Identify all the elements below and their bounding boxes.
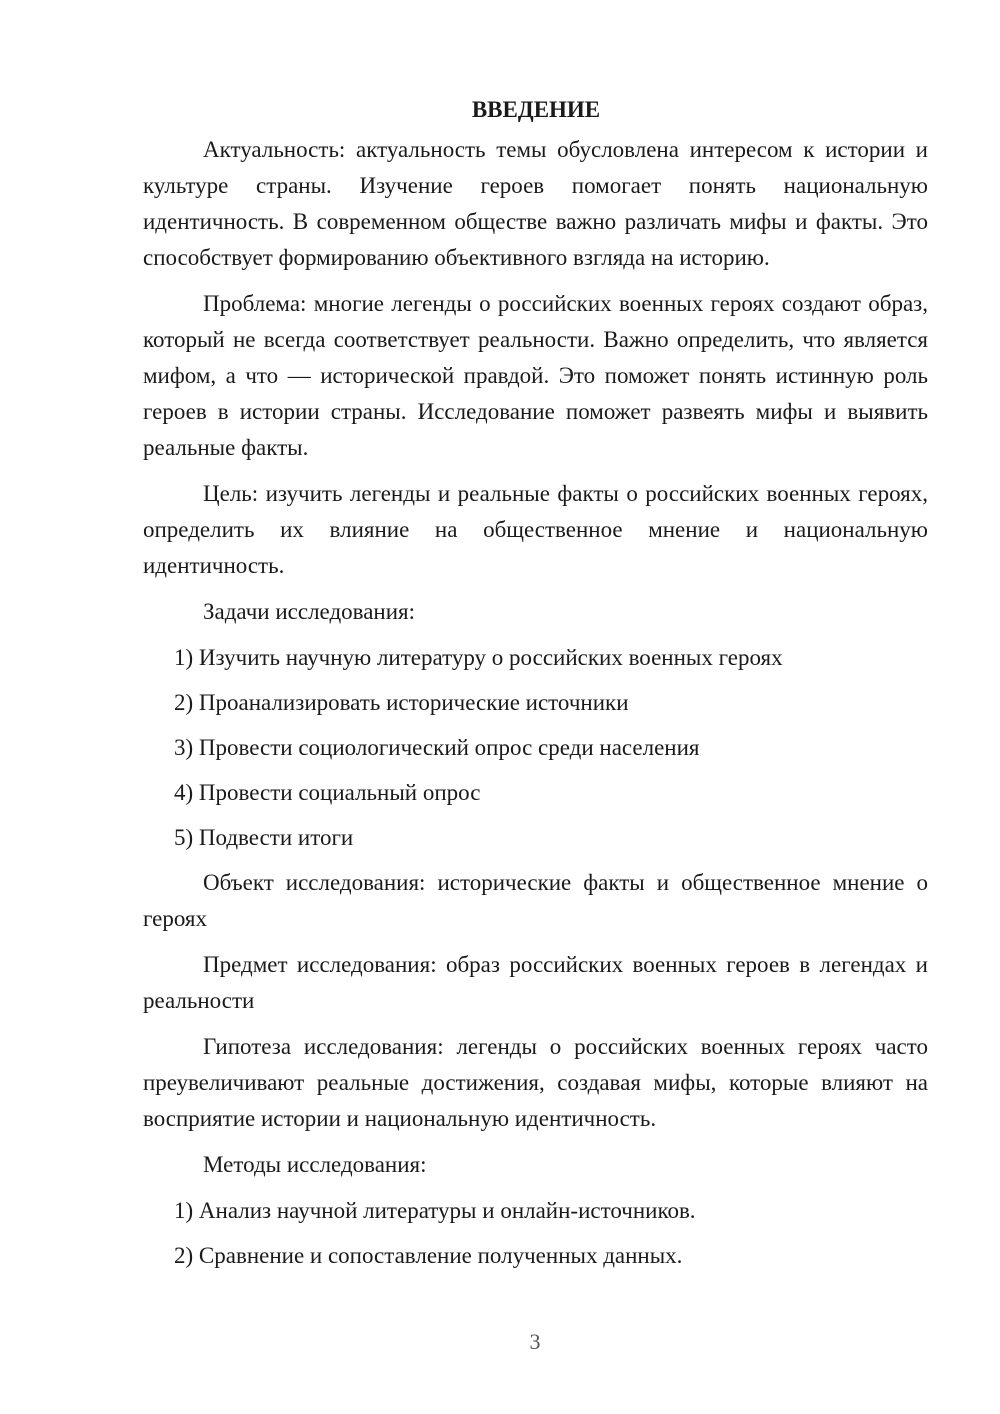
list-item: 1) Изучить научную литературу о российских военных героях <box>174 645 783 670</box>
tasks-list <box>143 640 928 856</box>
list-item: 3) Провести социологический опрос среди населения <box>174 735 700 760</box>
list-item: 2) Сравнение и сопоставление полученных данных. <box>174 1243 683 1268</box>
document-page <box>143 92 928 1283</box>
problem-paragraph: Проблема: многие легенды о российских военных героях создают образ, который не всегда соответствует реальности. Важно определить, что является мифом, а что — исторической правдой. Это поможет понять истинную роль героев в истории страны. Исследование поможет развеять мифы и выявить реальные факты. <box>143 291 928 460</box>
hypothesis-paragraph: Гипотеза исследования: легенды о российских военных героях часто преувеличивают реальные достижения, создавая мифы, которые влияют на восприятие истории и национальную идентичность. <box>143 1034 928 1131</box>
tasks-label: Задачи исследования: <box>203 599 416 624</box>
subject-paragraph: Предмет исследования: образ российских военных героев в легендах и реальности <box>143 952 928 1013</box>
methods-label: Методы исследования: <box>203 1152 427 1177</box>
section-heading: ВВЕДЕНИЕ <box>471 97 601 122</box>
list-item: 4) Провести социальный опрос <box>174 780 481 805</box>
page-number: 3 <box>529 1329 541 1354</box>
relevance-paragraph: Актуальность: актуальность темы обусловлена интересом к истории и культуре страны. Изучение героев помогает понять национальную идентичность. В современном обществе важно различать мифы и факты. Это способствует формированию объективного взгляда на историю. <box>143 137 928 270</box>
list-item: 2) Проанализировать исторические источники <box>174 690 629 715</box>
methods-list <box>143 1193 928 1274</box>
list-item: 5) Подвести итоги <box>174 825 354 850</box>
goal-paragraph: Цель: изучить легенды и реальные факты о российских военных героях, определить их влияние на общественное мнение и национальную идентичность. <box>143 481 928 578</box>
object-paragraph: Объект исследования: исторические факты и общественное мнение о героях <box>143 870 928 931</box>
list-item: 1) Анализ научной литературы и онлайн-источников. <box>174 1198 696 1223</box>
